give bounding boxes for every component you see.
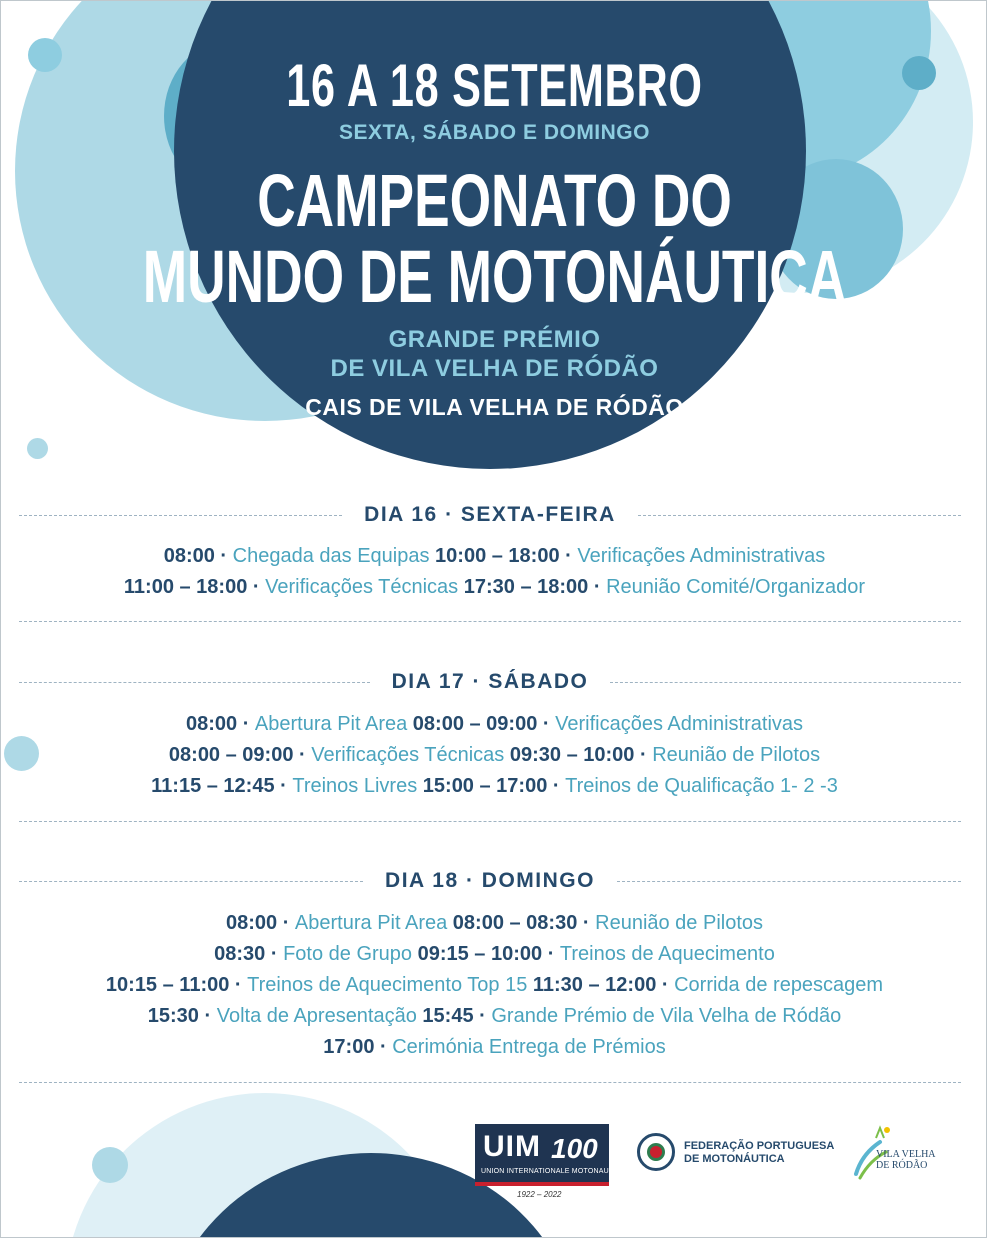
schedule-activity: Corrida de repescagem bbox=[674, 974, 884, 996]
schedule-activity: Treinos Livres bbox=[292, 775, 418, 797]
schedule-time: 15:30 bbox=[147, 1005, 199, 1027]
schedule-time: 08:00 bbox=[163, 545, 215, 567]
schedule-time: 17:30 – 18:00 bbox=[463, 576, 589, 598]
schedule-activity: Reunião de Pilotos bbox=[595, 912, 764, 934]
schedule-time: 15:45 bbox=[422, 1005, 474, 1027]
schedule-activity: Volta de Apresentação bbox=[216, 1005, 417, 1027]
schedule-row: 11:15 – 12:45 · Treinos Livres 15:00 – 17:00 · Treinos de Qualificação 1- 2 -3 bbox=[151, 775, 838, 797]
event-days: SEXTA, SÁBADO E DOMINGO bbox=[339, 121, 650, 144]
event-venue: CAIS DE VILA VELHA DE RÓDÃO bbox=[305, 394, 684, 420]
schedule-time: 08:00 – 09:00 bbox=[412, 713, 538, 735]
schedule-activity: Grande Prémio de Vila Velha de Ródão bbox=[491, 1005, 842, 1027]
schedule-activity: Verificações Técnicas bbox=[265, 576, 459, 598]
grand-prix-line1: GRANDE PRÉMIO bbox=[388, 326, 601, 353]
schedule-time: 11:15 – 12:45 bbox=[151, 775, 275, 797]
day-schedule bbox=[1, 709, 987, 802]
section-divider bbox=[19, 821, 961, 822]
schedule-time: 08:00 bbox=[225, 912, 278, 934]
schedule-row: 15:30 · Volta de Apresentação 15:45 · Grande Prémio de Vila Velha de Ródão bbox=[147, 1005, 842, 1027]
section-divider bbox=[19, 1082, 961, 1083]
schedule-row: 17:00 · Cerimónia Entrega de Prémios bbox=[323, 1036, 666, 1058]
event-dates: 16 A 18 SETEMBRO bbox=[286, 52, 703, 119]
svg-text:100: 100 bbox=[551, 1133, 598, 1164]
schedule-time: 09:15 – 10:00 bbox=[417, 943, 543, 965]
schedule-time: 09:30 – 10:00 bbox=[509, 744, 635, 766]
event-title-line1: CAMPEONATO DO bbox=[257, 159, 732, 242]
bg-dot-1 bbox=[28, 38, 62, 72]
schedule-time: 08:00 – 09:00 bbox=[168, 744, 294, 766]
schedule-activity: Treinos de Qualificação 1- 2 -3 bbox=[565, 775, 838, 797]
uim-years: 1922 – 2022 bbox=[517, 1190, 562, 1199]
day-heading bbox=[19, 670, 961, 694]
day-heading bbox=[19, 503, 961, 527]
schedule-time: 15:00 – 17:00 bbox=[422, 775, 548, 797]
schedule-activity: Verificações Administrativas bbox=[577, 545, 826, 567]
fpm-name bbox=[684, 1140, 834, 1166]
schedule-row: 10:15 – 11:00 · Treinos de Aquecimento Top 15 11:30 – 12:00 · Corrida de repescagem bbox=[105, 974, 884, 996]
section-divider bbox=[19, 621, 961, 622]
schedule-time: 08:00 – 08:30 bbox=[452, 912, 578, 934]
fpm-name-line1: FEDERAÇÃO PORTUGUESA bbox=[684, 1140, 835, 1152]
schedule-activity: Verificações Administrativas bbox=[555, 713, 804, 735]
uim-logo bbox=[475, 1124, 632, 1186]
day-schedule bbox=[1, 541, 987, 603]
vila-velha-line1: VILA VELHA bbox=[876, 1149, 936, 1160]
schedule-activity: Treinos de Aquecimento bbox=[559, 943, 775, 965]
uim-subtitle: UNION INTERNATIONALE MOTONAUTIQUE bbox=[481, 1168, 632, 1175]
schedule-activity: Verificações Técnicas bbox=[311, 744, 505, 766]
bg-dot-3 bbox=[27, 438, 48, 459]
vila-velha-line2: DE RÓDÃO bbox=[876, 1160, 928, 1171]
schedule-activity: Reunião de Pilotos bbox=[652, 744, 821, 766]
schedule-time: 10:00 – 18:00 bbox=[435, 545, 560, 567]
day-label: DIA 16 · SEXTA-FEIRA bbox=[364, 503, 616, 526]
day-schedule bbox=[1, 908, 987, 1063]
day-label: DIA 18 · DOMINGO bbox=[385, 869, 595, 892]
schedule-row: 08:00 · Chegada das Equipas 10:00 – 18:00 · Verificações Administrativas bbox=[163, 545, 826, 567]
fpm-name-line2: DE MOTONÁUTICA bbox=[684, 1153, 785, 1165]
schedule-time: 08:00 bbox=[185, 713, 238, 735]
schedule-activity: Foto de Grupo bbox=[283, 943, 413, 965]
schedule-row: 08:00 – 09:00 · Verificações Técnicas 09:30 – 10:00 · Reunião de Pilotos bbox=[168, 744, 821, 766]
schedule-activity: Chegada das Equipas bbox=[232, 545, 430, 567]
schedule-row: 08:30 · Foto de Grupo 09:15 – 10:00 · Treinos de Aquecimento bbox=[214, 943, 775, 965]
schedule-time: 11:00 – 18:00 bbox=[123, 576, 248, 598]
schedule-row: 08:00 · Abertura Pit Area 08:00 – 08:30 · Reunião de Pilotos bbox=[225, 912, 764, 934]
bg-dot-2 bbox=[902, 56, 936, 90]
schedule-time: 17:00 bbox=[323, 1036, 375, 1058]
schedule-activity: Abertura Pit Area bbox=[294, 912, 448, 934]
schedule-row: 08:00 · Abertura Pit Area 08:00 – 09:00 · Verificações Administrativas bbox=[185, 713, 804, 735]
vila-velha-name bbox=[876, 1149, 936, 1171]
schedule-time: 08:30 bbox=[214, 943, 266, 965]
uim-100-badge bbox=[549, 1128, 605, 1164]
day-heading bbox=[19, 869, 961, 893]
uim-mark: UIM bbox=[483, 1130, 541, 1163]
schedule-time: 10:15 – 11:00 bbox=[105, 974, 230, 996]
schedule-row: 11:00 – 18:00 · Verificações Técnicas 17:30 – 18:00 · Reunião Comité/Organizador bbox=[123, 576, 866, 598]
bg-dot-5 bbox=[92, 1147, 128, 1183]
event-title-line2: MUNDO DE MOTONÁUTICA bbox=[142, 235, 847, 318]
sponsor-logos bbox=[471, 1116, 971, 1199]
fpm-seal-icon bbox=[637, 1133, 675, 1171]
schedule-activity: Reunião Comité/Organizador bbox=[606, 576, 866, 598]
schedule-activity: Cerimónia Entrega de Prémios bbox=[392, 1036, 666, 1058]
schedule-activity: Treinos de Aquecimento Top 15 bbox=[247, 974, 528, 996]
schedule-time: 11:30 – 12:00 bbox=[532, 974, 657, 996]
day-label: DIA 17 · SÁBADO bbox=[391, 670, 589, 693]
schedule-activity: Abertura Pit Area bbox=[254, 713, 408, 735]
grand-prix-line2: DE VILA VELHA DE RÓDÃO bbox=[330, 355, 659, 382]
